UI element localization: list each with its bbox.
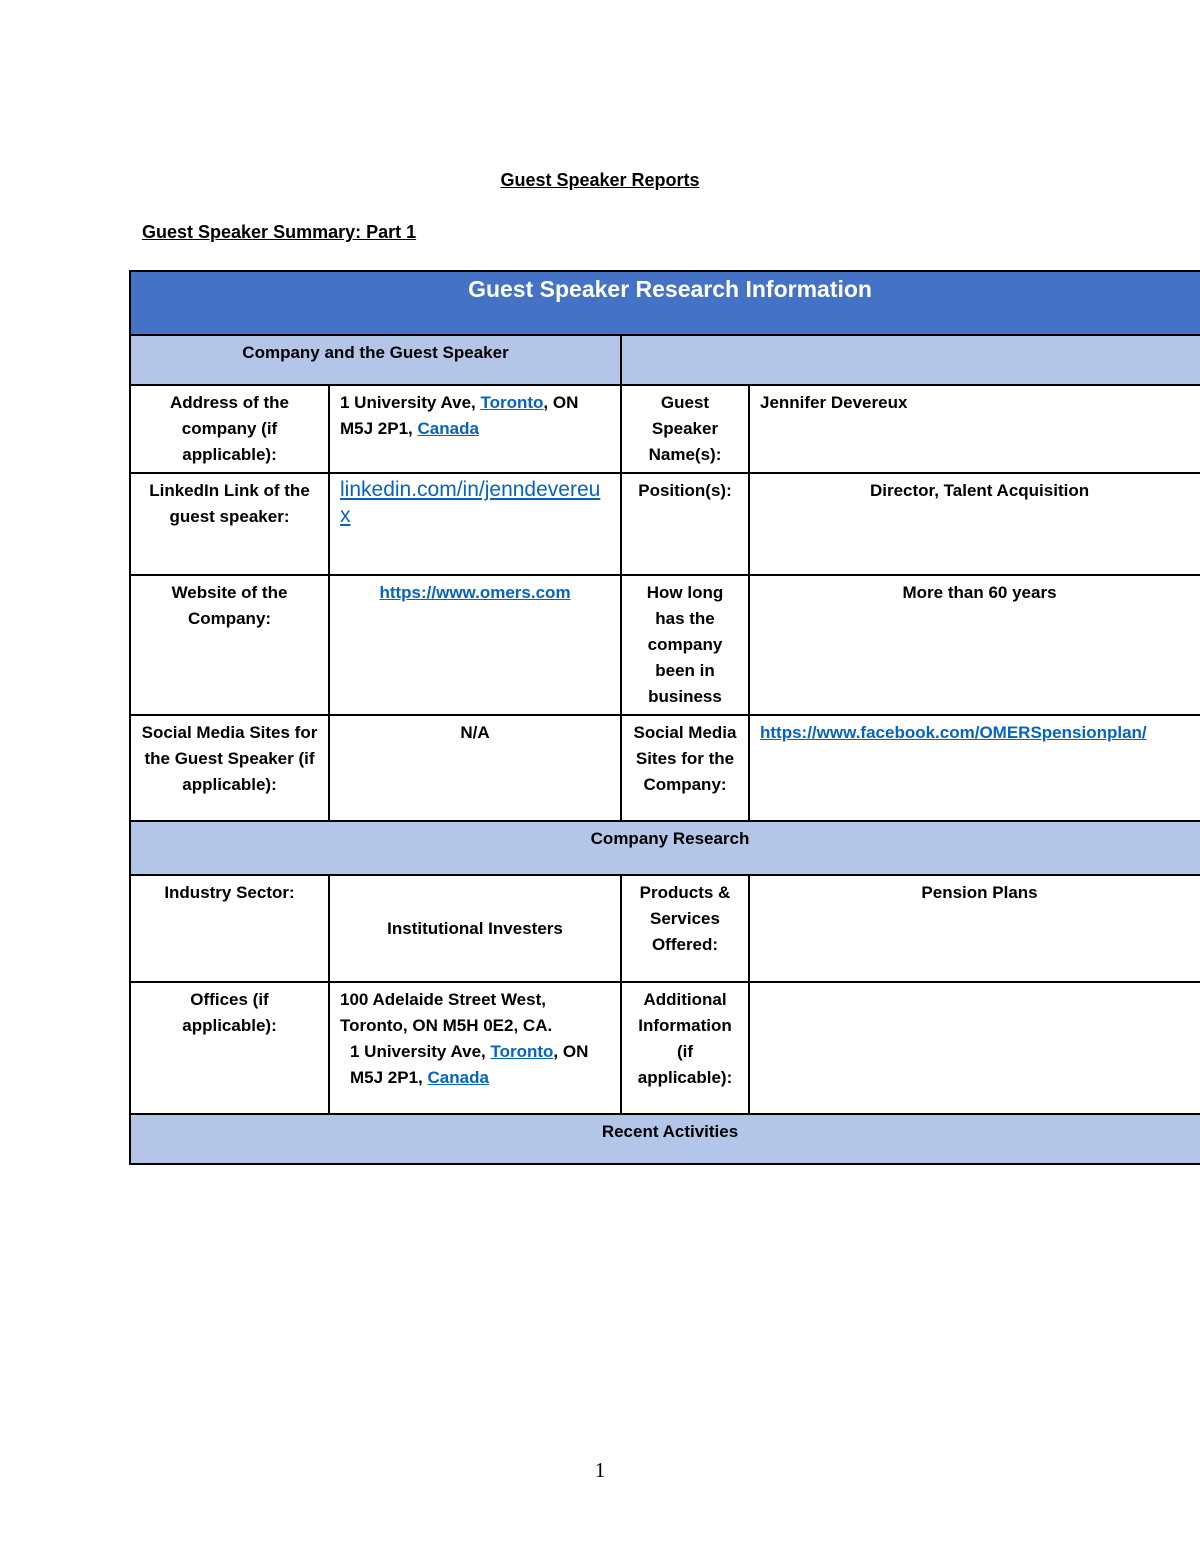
section-blank (621, 335, 1200, 385)
guest-name-value: Jennifer Devereux (749, 385, 1200, 473)
guest-social-label: Social Media Sites for the Guest Speaker (if applicable): (130, 715, 329, 821)
office-text-1: 1 University Ave, (350, 1042, 491, 1061)
guest-name-label: Guest Speaker Name(s): (621, 385, 749, 473)
table-row (130, 575, 1200, 715)
page-number: 1 (594, 1458, 606, 1482)
additional-info-value (749, 982, 1200, 1114)
linkedin-link[interactable]: linkedin.com/in/jenndevereux (340, 478, 601, 527)
document-title: Guest Speaker Reports (500, 170, 700, 190)
office-line-2 (340, 1039, 610, 1091)
company-social-value (749, 715, 1200, 821)
research-table (129, 270, 1200, 1165)
offices-label: Offices (if applicable): (130, 982, 329, 1114)
industry-value: Institutional Investers (329, 875, 621, 982)
website-link[interactable]: https://www.omers.com (379, 583, 571, 602)
section-recent-activities: Recent Activities (130, 1114, 1200, 1164)
office-line-1: 100 Adelaide Street West, Toronto, ON M5H 0E2, CA. (340, 990, 553, 1035)
table-banner-row (130, 271, 1200, 335)
address-label: Address of the company (if applicable): (130, 385, 329, 473)
office-text-2: , ON M5J 2P1, (350, 1042, 589, 1087)
table-row (130, 875, 1200, 982)
website-value (329, 575, 621, 715)
website-label: Website of the Company: (130, 575, 329, 715)
office-toronto-link[interactable]: Toronto (490, 1042, 554, 1061)
address-text-1: 1 University Ave, (340, 393, 481, 412)
section-header-row (130, 821, 1200, 875)
section-header-row (130, 335, 1200, 385)
linkedin-value (329, 473, 621, 575)
toronto-link[interactable]: Toronto (480, 393, 544, 412)
section-header-row (130, 1114, 1200, 1164)
position-value: Director, Talent Acquisition (749, 473, 1200, 575)
business-duration-label: How long has the company been in business (621, 575, 749, 715)
additional-info-label: Additional Information (if applicable): (621, 982, 749, 1114)
summary-title: Guest Speaker Summary: Part 1 (142, 222, 417, 242)
company-social-label: Social Media Sites for the Company: (621, 715, 749, 821)
industry-label: Industry Sector: (130, 875, 329, 982)
linkedin-label: LinkedIn Link of the guest speaker: (130, 473, 329, 575)
table-row (130, 982, 1200, 1114)
products-label: Products & Services Offered: (621, 875, 749, 982)
business-duration-value: More than 60 years (749, 575, 1200, 715)
address-text-2: , ON M5J 2P1, (340, 393, 579, 438)
address-value (329, 385, 621, 473)
position-label: Position(s): (621, 473, 749, 575)
products-value: Pension Plans (749, 875, 1200, 982)
offices-value (329, 982, 621, 1114)
table-row (130, 385, 1200, 473)
office-canada-link[interactable]: Canada (427, 1068, 489, 1087)
facebook-link[interactable]: https://www.facebook.com/OMERSpensionplan/ (760, 723, 1147, 742)
canada-link[interactable]: Canada (417, 419, 479, 438)
table-row (130, 715, 1200, 821)
section-company-research: Company Research (130, 821, 1200, 875)
table-row (130, 473, 1200, 575)
section-company-guest: Company and the Guest Speaker (130, 335, 621, 385)
research-table-wrapper (129, 270, 1200, 1158)
table-banner: Guest Speaker Research Information (130, 271, 1200, 335)
guest-social-value: N/A (329, 715, 621, 821)
